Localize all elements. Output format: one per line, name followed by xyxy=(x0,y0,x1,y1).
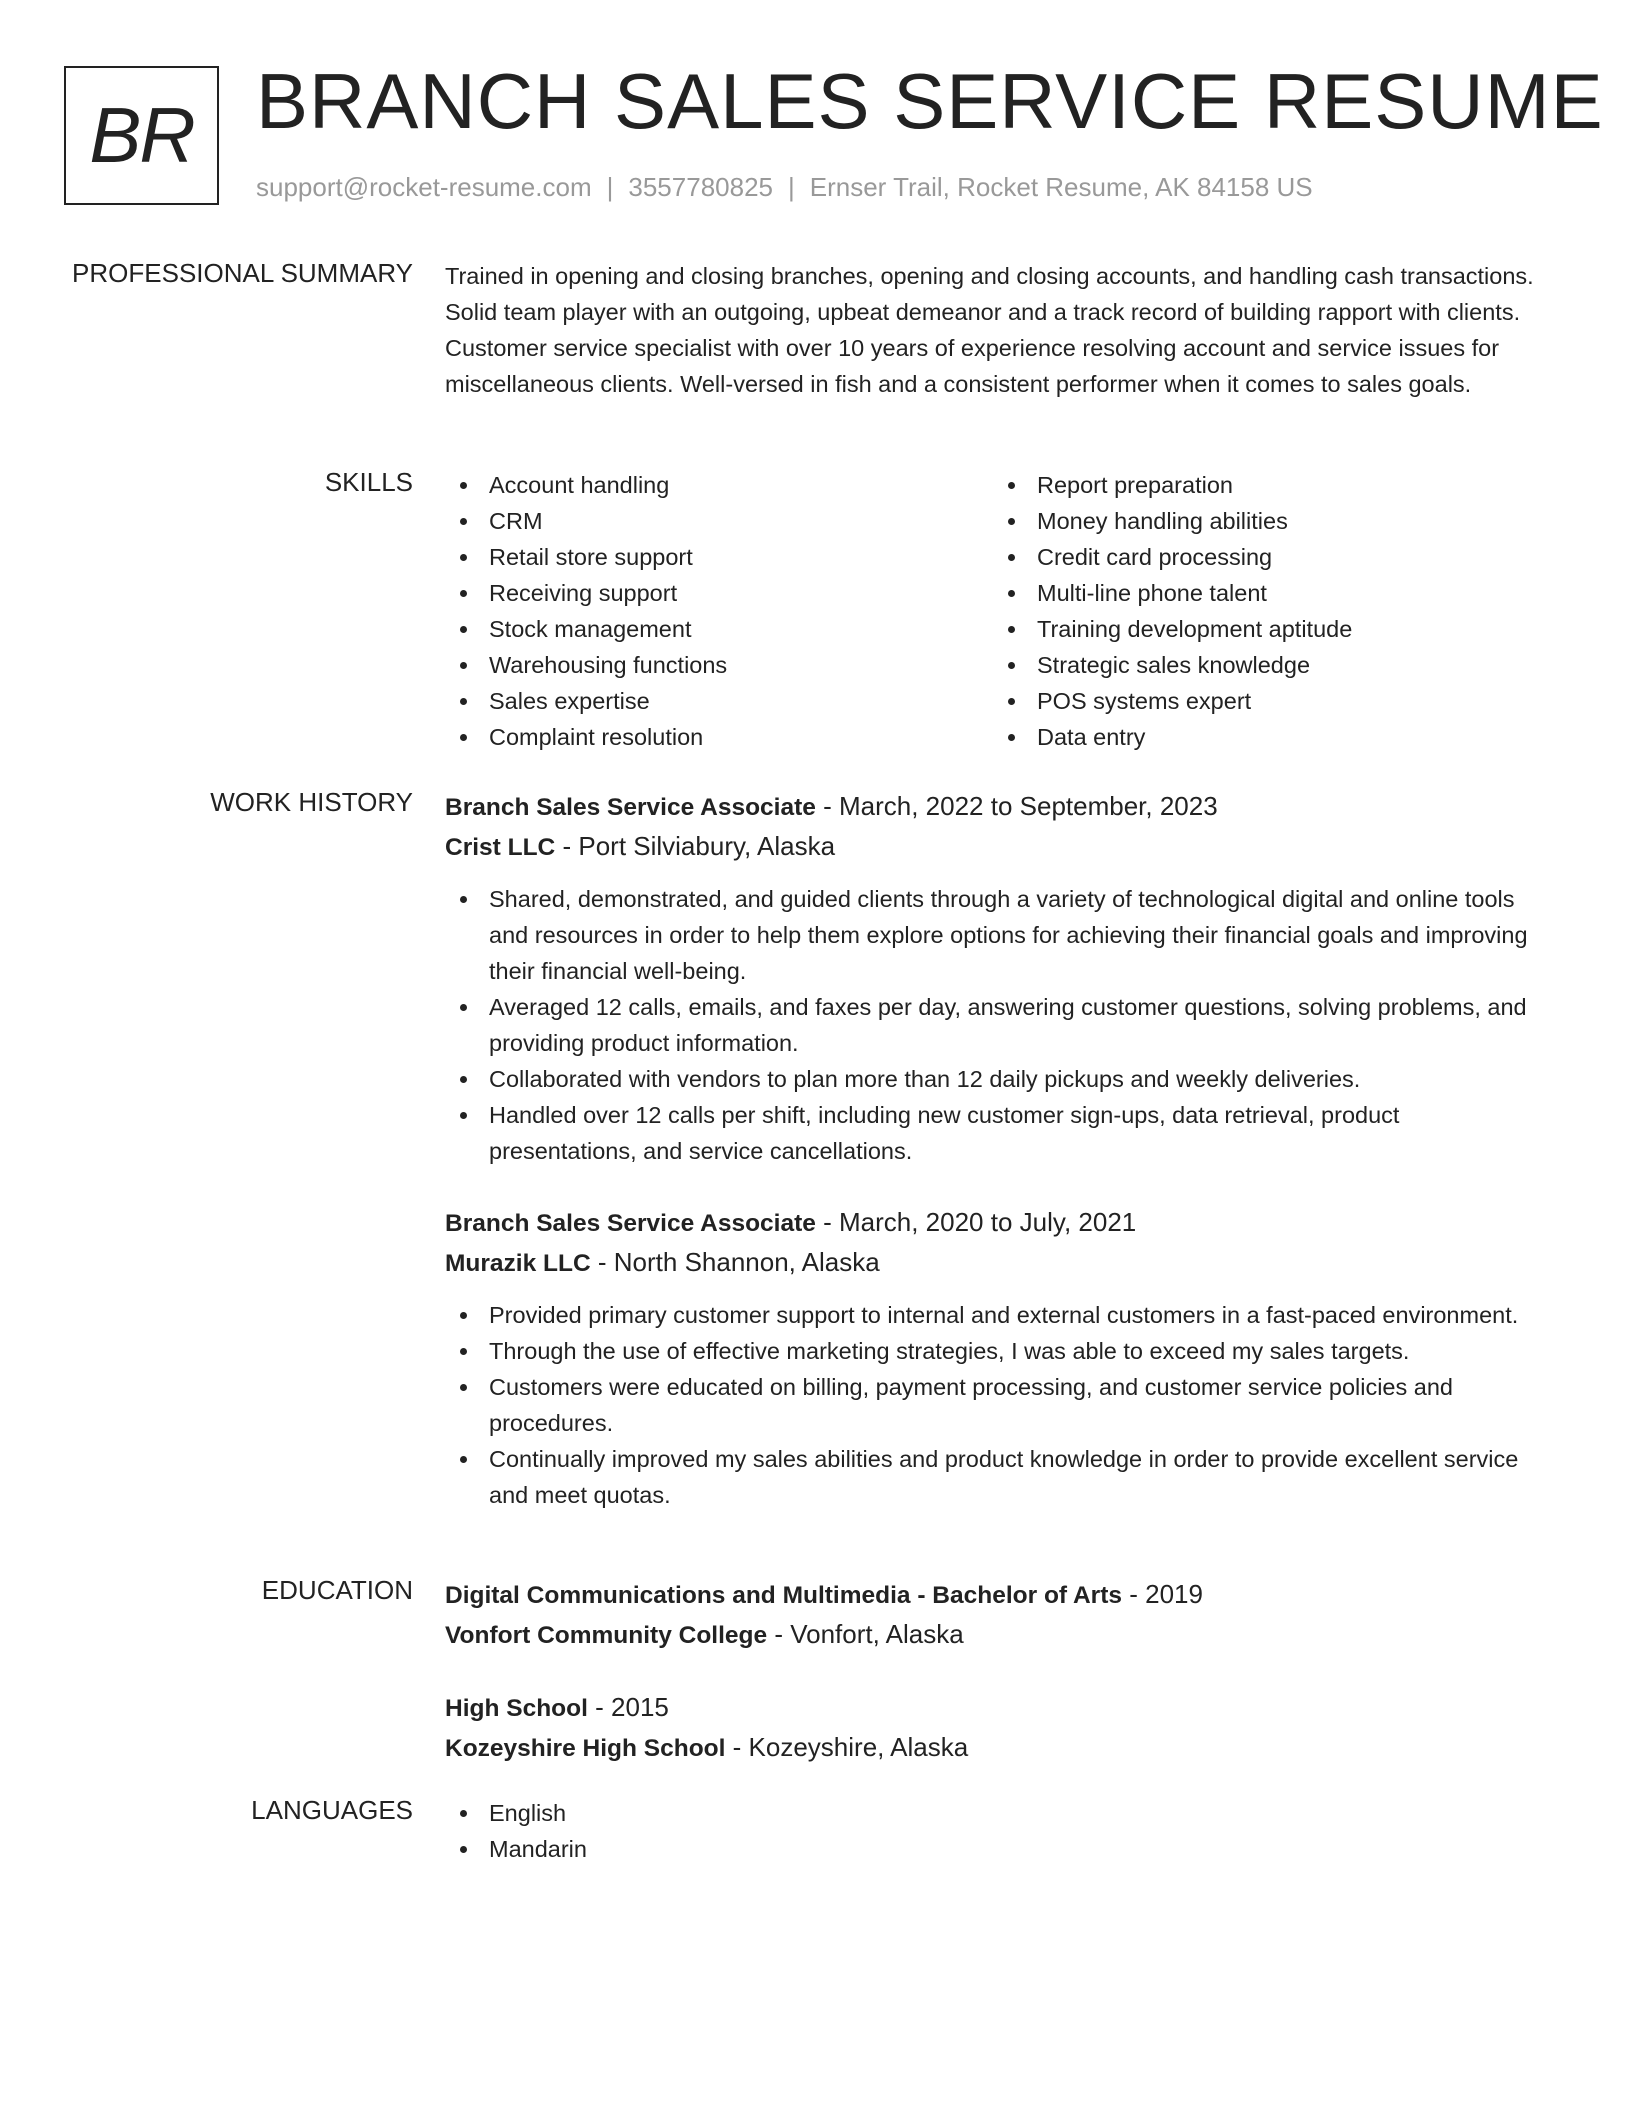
job-dates: - March, 2022 to September, 2023 xyxy=(815,791,1218,821)
monogram-box xyxy=(64,66,219,205)
skill-item: Receiving support xyxy=(445,575,993,611)
skill-item: CRM xyxy=(445,503,993,539)
section-label-education: EDUCATION xyxy=(261,1575,413,1605)
skill-item: Warehousing functions xyxy=(445,647,993,683)
job-bullet: Through the use of effective marketing strategies, I was able to exceed my sales targets. xyxy=(445,1333,1545,1369)
job-title-line xyxy=(445,1203,1545,1243)
education-school: Kozeyshire High School xyxy=(445,1735,726,1762)
skill-item: Sales expertise xyxy=(445,683,993,719)
job-location: - North Shannon, Alaska xyxy=(590,1247,880,1277)
education-school-line xyxy=(445,1728,1545,1768)
section-label-work: WORK HISTORY xyxy=(210,787,413,817)
education-year: - 2015 xyxy=(587,1692,669,1722)
job-bullet: Handled over 12 calls per shift, including new customer sign-ups, data retrieval, product presentations, and service cancellations. xyxy=(445,1097,1545,1169)
job-bullet: Customers were educated on billing, payment processing, and customer service policies and procedures. xyxy=(445,1369,1545,1441)
skill-item: Retail store support xyxy=(445,539,993,575)
section-label-languages: LANGUAGES xyxy=(251,1795,413,1825)
skill-item: Report preparation xyxy=(993,467,1541,503)
job-location: - Port Silviabury, Alaska xyxy=(555,831,836,861)
summary-text: Trained in opening and closing branches, opening and closing accounts, and handling cash transactions. Solid team player with an outgoing, upbeat demeanor and a track record of building rapport with clients. Customer service specialist with over 10 years of experience resolving account and service issues for miscellaneous clients. Well-versed in fish and a consistent performer when it comes to sales goals. xyxy=(445,263,1534,397)
skill-item: Stock management xyxy=(445,611,993,647)
skills-list-right xyxy=(993,467,1541,755)
skills-list-left xyxy=(445,467,993,755)
job-company: Murazik LLC xyxy=(445,1250,591,1277)
skill-item: POS systems expert xyxy=(993,683,1541,719)
contact-separator: | xyxy=(606,172,614,202)
education-location: - Vonfort, Alaska xyxy=(767,1619,964,1649)
contact-line xyxy=(256,172,1313,203)
skill-item: Training development aptitude xyxy=(993,611,1541,647)
resume-title: BRANCH SALES SERVICE RESUME xyxy=(256,57,1604,145)
education-location: - Kozeyshire, Alaska xyxy=(725,1732,969,1762)
education-degree-line xyxy=(445,1688,1545,1728)
job-bullet: Shared, demonstrated, and guided clients through a variety of technological digital and online tools and resources in order to help them explore options for achieving their financial goals and improving their financial well-being. xyxy=(445,881,1545,989)
job-bullet: Continually improved my sales abilities and product knowledge in order to provide excellent service and meet quotas. xyxy=(445,1441,1545,1513)
job-title-line xyxy=(445,787,1545,827)
section-label-summary: PROFESSIONAL SUMMARY xyxy=(72,258,413,288)
job-company-line xyxy=(445,1243,1545,1283)
job-bullet: Averaged 12 calls, emails, and faxes per day, answering customer questions, solving problems, and providing product information. xyxy=(445,989,1545,1061)
education-year: - 2019 xyxy=(1122,1579,1203,1609)
skill-item: Strategic sales knowledge xyxy=(993,647,1541,683)
section-label-skills: SKILLS xyxy=(324,467,413,497)
job-bullet: Provided primary customer support to internal and external customers in a fast-paced environment. xyxy=(445,1297,1545,1333)
education-degree: Digital Communications and Multimedia - Bachelor of Arts xyxy=(445,1582,1122,1609)
education-school: Vonfort Community College xyxy=(445,1622,768,1649)
skill-item: Credit card processing xyxy=(993,539,1541,575)
education-entry xyxy=(445,1688,1545,1768)
job-bullet-list xyxy=(445,881,1545,1169)
job-dates: - March, 2020 to July, 2021 xyxy=(815,1207,1137,1237)
language-item: Mandarin xyxy=(445,1831,1545,1867)
monogram-initials: BR xyxy=(89,91,194,179)
job-company: Crist LLC xyxy=(445,834,556,861)
education-entry xyxy=(445,1575,1545,1655)
contact-address: Ernser Trail, Rocket Resume, AK 84158 US xyxy=(809,172,1313,202)
job-entry xyxy=(445,1203,1545,1513)
education-degree: High School xyxy=(445,1695,588,1722)
skill-item: Account handling xyxy=(445,467,993,503)
job-entry xyxy=(445,787,1545,1169)
languages-list xyxy=(445,1795,1545,1867)
skill-item: Money handling abilities xyxy=(993,503,1541,539)
job-bullet-list xyxy=(445,1297,1545,1513)
skill-item: Multi-line phone talent xyxy=(993,575,1541,611)
skill-item: Data entry xyxy=(993,719,1541,755)
job-role: Branch Sales Service Associate xyxy=(445,794,816,821)
job-bullet: Collaborated with vendors to plan more than 12 daily pickups and weekly deliveries. xyxy=(445,1061,1545,1097)
job-company-line xyxy=(445,827,1545,867)
education-degree-line xyxy=(445,1575,1545,1615)
contact-phone: 3557780825 xyxy=(628,172,773,202)
skill-item: Complaint resolution xyxy=(445,719,993,755)
education-school-line xyxy=(445,1615,1545,1655)
contact-email: support@rocket-resume.com xyxy=(256,172,592,202)
contact-separator: | xyxy=(788,172,795,202)
job-role: Branch Sales Service Associate xyxy=(445,1210,816,1237)
language-item: English xyxy=(445,1795,1545,1831)
